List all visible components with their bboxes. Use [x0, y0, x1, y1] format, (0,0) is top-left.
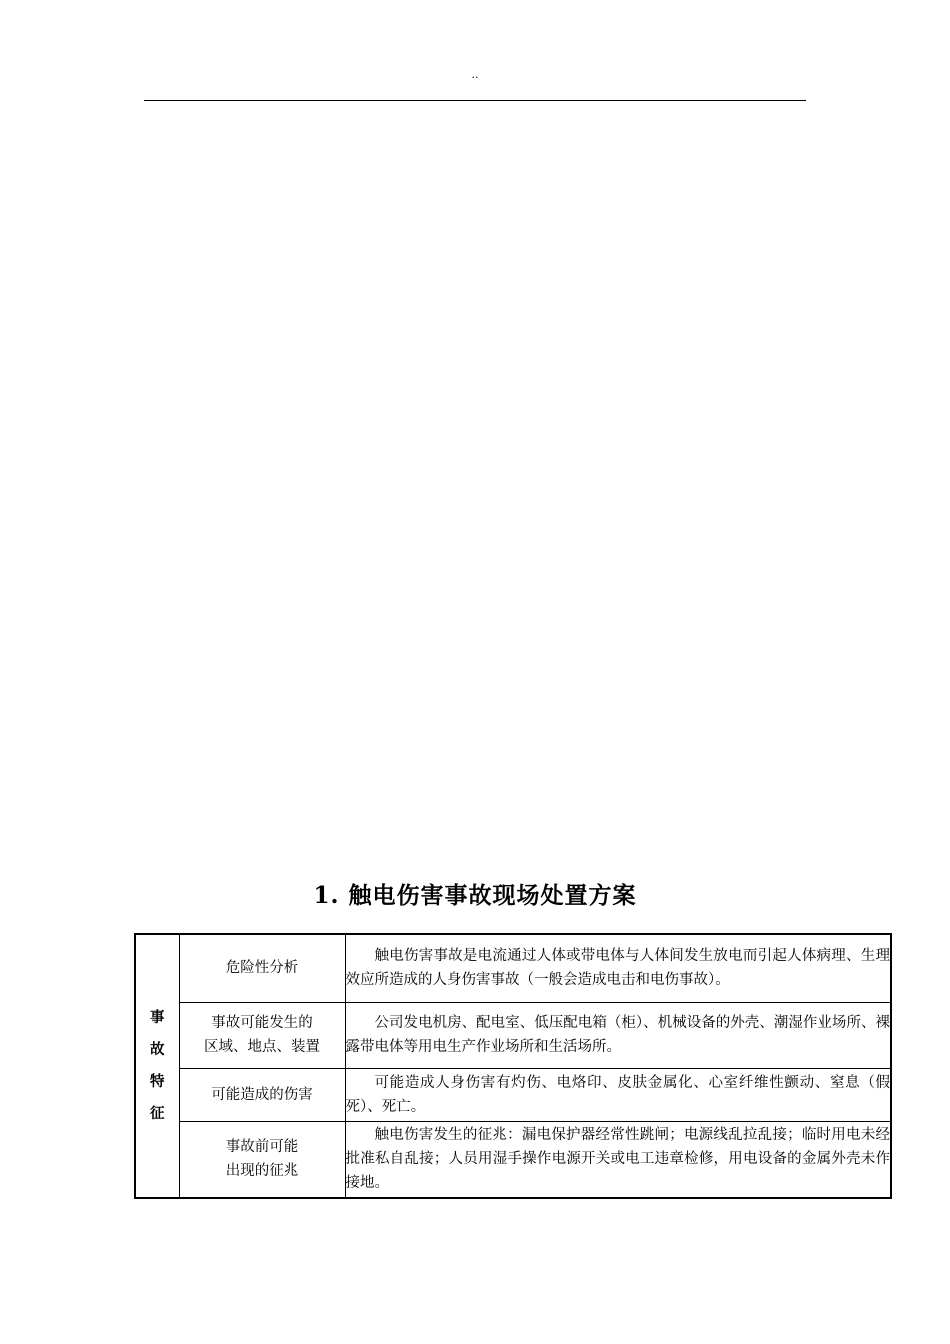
group-label-cell: [135, 934, 179, 1198]
row-label-locations: 事故可能发生的 区域、地点、装置: [179, 1002, 345, 1068]
row-label-hazard-analysis: 危险性分析: [179, 934, 345, 1002]
document-title: 1. 触电伤害事故现场处置方案: [313, 882, 637, 909]
row-content-locations: 公司发电机房、配电室、低压配电箱（柜）、机械设备的外壳、潮湿作业场所、裸露带电体等用电生产作业场所和生活场所。: [345, 1002, 891, 1068]
group-label-char: 特: [150, 1073, 165, 1090]
table-row: [135, 934, 891, 1002]
table-row: [135, 1002, 891, 1068]
group-label-char: 故: [150, 1041, 165, 1058]
accident-feature-table: [134, 933, 892, 1199]
page-header-mark: ..: [471, 68, 479, 81]
row-content-warning-signs: 触电伤害发生的征兆：漏电保护器经常性跳闸；电源线乱拉乱接；临时用电未经批准私自乱接；人员用湿手操作电源开关或电工违章检修，用电设备的金属外壳未作接地。: [345, 1121, 891, 1198]
table-row: [135, 1121, 891, 1198]
table-row: [135, 1068, 891, 1121]
row-label-warning-signs: 事故前可能 出现的征兆: [179, 1121, 345, 1198]
group-label-char: 事: [150, 1009, 165, 1026]
row-label-possible-injuries: 可能造成的伤害: [179, 1068, 345, 1121]
row-content-hazard-analysis: 触电伤害事故是电流通过人体或带电体与人体间发生放电而引起人体病理、生理效应所造成的人身伤害事故（一般会造成电击和电伤事故）。: [345, 934, 891, 1002]
header-rule: [144, 100, 806, 101]
group-label-char: 征: [150, 1105, 165, 1122]
row-content-possible-injuries: 可能造成人身伤害有灼伤、电烙印、皮肤金属化、心室纤维性颤动、窒息（假死）、死亡。: [345, 1068, 891, 1121]
